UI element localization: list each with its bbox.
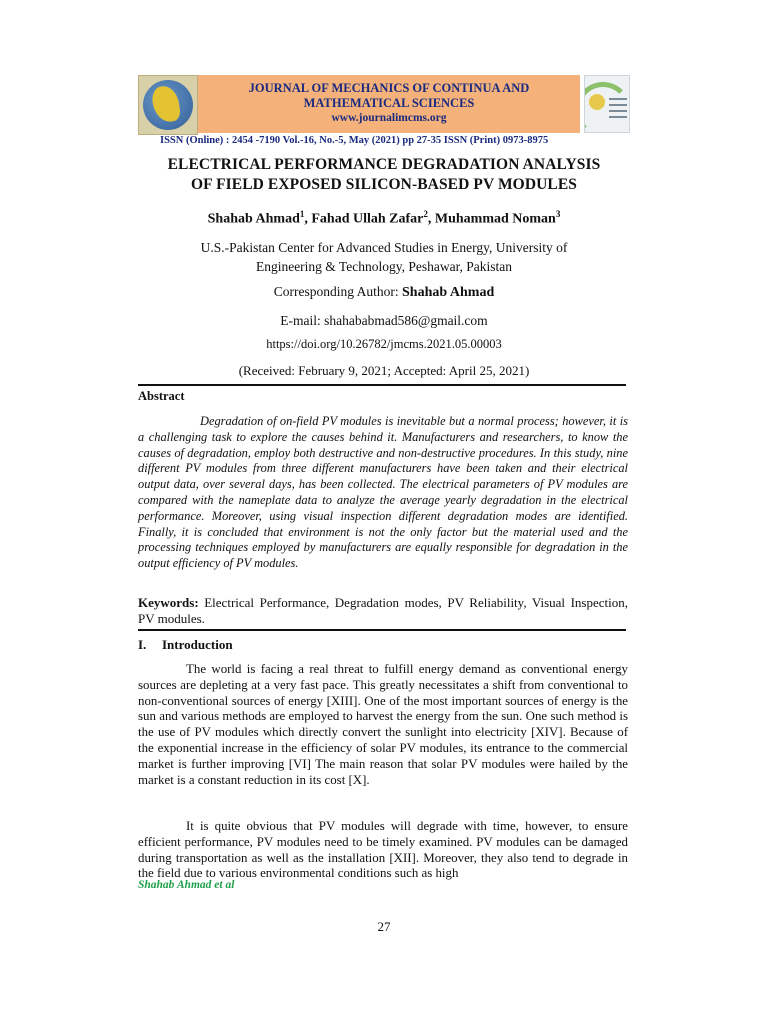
- journal-logo-left: [138, 75, 198, 135]
- running-author: Shahab Ahmad et al: [138, 879, 235, 891]
- abstract-heading: Abstract: [138, 389, 185, 403]
- doi-link[interactable]: https://doi.org/10.26782/jmcms.2021.05.00003: [266, 337, 502, 351]
- text-line-icon: [609, 104, 627, 106]
- paper-title-line2: OF FIELD EXPOSED SILICON-BASED PV MODULES: [190, 176, 578, 193]
- corresponding-name: Shahab Ahmad: [402, 285, 495, 300]
- section-title: Introduction: [162, 637, 233, 652]
- corresponding-author: [100, 284, 668, 301]
- page-number: 27: [377, 919, 391, 934]
- paper-title: [100, 155, 668, 195]
- text-line-icon: [609, 116, 627, 118]
- affiliation-line1: U.S.-Pakistan Center for Advanced Studies in Energy, University of: [200, 240, 568, 255]
- author-affiliation-mark: 2: [423, 209, 428, 219]
- author-name: Shahab Ahmad: [207, 211, 300, 227]
- abstract-text: Degradation of on-field PV modules is inevitable but a normal process; however, it is a challenging task to explore the causes behind it. Manufacturers and researchers, to know the causes of degradation, employ both destructive and non-destructive procedures. In this study, nine different PV modules from three different manufacturers have been taken and their electrical output data, over several days, has been collected. The electrical parameters of PV modules are compared with the nameplate data to analyze the average yearly degradation in the electrical performance. Moreover, using visual inspection different degradation modes are identified. Finally, it is concluded that environment is not the only factor but the material used and the processing techniques employed by manufacturers are equally responsible for degradation in the output efficiency of PV modules.: [138, 414, 628, 571]
- author-affiliation-mark: 3: [555, 209, 561, 219]
- journal-title-line2: MATHEMATICAL SCIENCES: [303, 96, 475, 110]
- text-line-icon: [609, 110, 627, 112]
- journal-banner: [198, 75, 580, 133]
- author-name: Muhammad Noman: [434, 211, 556, 227]
- journal-website-link[interactable]: www.journalimcms.org: [331, 112, 447, 124]
- section-number: I.: [138, 637, 147, 652]
- body-paragraph: It is quite obvious that PV modules will degrade with time, however, to ensure efficient performance, PV modules need to be timely examined. PV modules can be damaged during transportation as well as the installation [XII]. Moreover, they also tend to degrade in the field due to various environmental conditions such as high: [138, 819, 628, 881]
- section-heading: [138, 637, 233, 653]
- author-name: Fahad Ullah Zafar: [311, 211, 424, 227]
- issn-line: ISSN (Online) : 2454 -7190 Vol.-16, No.-5, May (2021) pp 27-35 ISSN (Print) 0973-8975: [160, 135, 549, 146]
- paper-title-line1: ELECTRICAL PERFORMANCE DEGRADATION ANALYSIS: [167, 156, 601, 173]
- author-affiliation-mark: 1: [299, 209, 305, 219]
- received-accepted-dates: (Received: February 9, 2021; Accepted: April 25, 2021): [238, 363, 530, 378]
- keywords-label: Keywords:: [138, 595, 199, 610]
- keywords-text: Electrical Performance, Degradation modes, PV Reliability, Visual Inspection, PV modules.: [138, 595, 628, 626]
- journal-title-line1: JOURNAL OF MECHANICS OF CONTINUA AND: [248, 81, 530, 95]
- affiliation: [140, 238, 628, 276]
- corresponding-label: Corresponding Author:: [273, 284, 399, 299]
- body-paragraph: The world is facing a real threat to fulfill energy demand as conventional energy sources are depleting at a very fast pace. This greatly necessitates a shift from conventional to non-conventional sources of energy [XIII]. One of the most important sources of energy is the sun and various methods are employed to harvest the energy from the sun. One such method is the use of PV modules which directly convert the sunlight into electricity [XIV]. Because of the exponential increase in the efficiency of solar PV modules, its entrance to the commercial market is further improving [VI] The main reason that solar PV modules were hailed by the market is a constant reduction in its cost [X].: [138, 662, 628, 787]
- journal-logo-right: [584, 75, 630, 133]
- author-list: Shahab Ahmad$^1$, Fahad Ullah Zafar$^2$, Muhammad Noman$^3$: [207, 209, 561, 227]
- text-line-icon: [609, 98, 627, 100]
- journal-header: [138, 75, 630, 133]
- sun-icon: [589, 94, 605, 110]
- divider: [138, 384, 626, 386]
- author-email[interactable]: E-mail: shahababmad586@gmail.com: [280, 313, 488, 328]
- divider: [138, 629, 626, 631]
- affiliation-line2: Engineering & Technology, Peshawar, Pakistan: [255, 259, 513, 274]
- keywords: [138, 595, 628, 627]
